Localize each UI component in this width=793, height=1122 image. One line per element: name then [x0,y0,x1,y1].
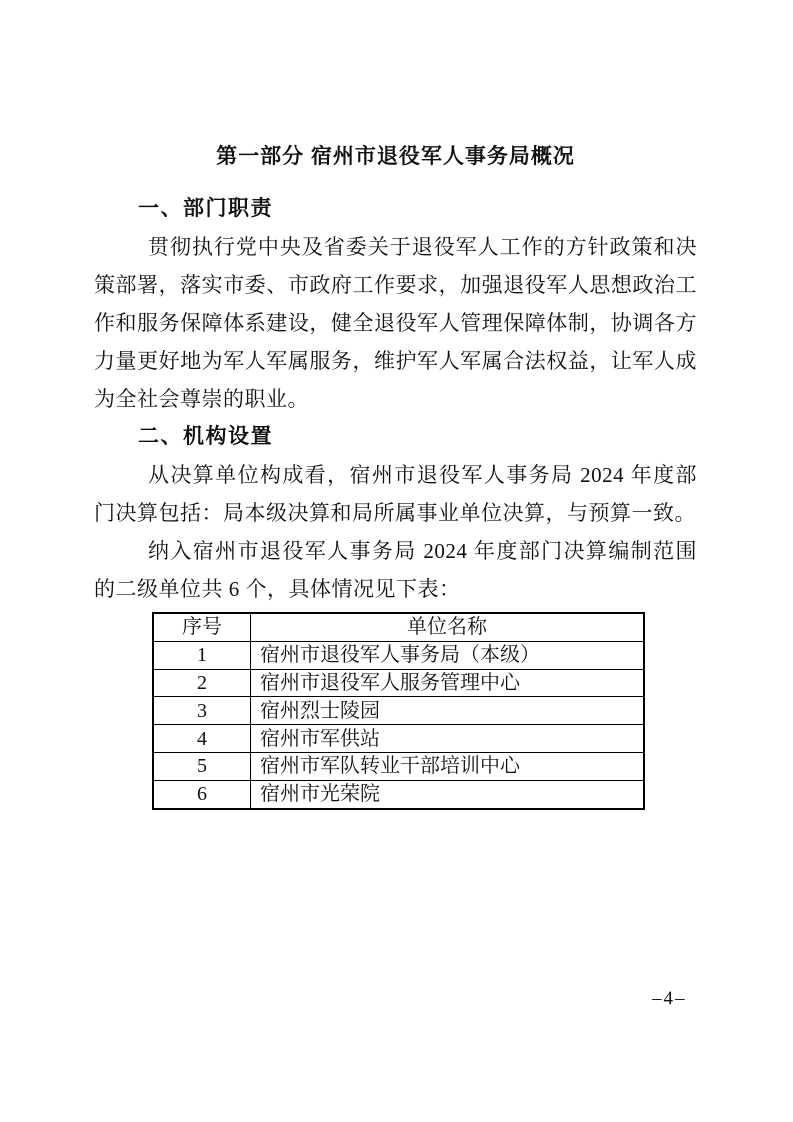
unit-index: 1 [153,641,251,669]
unit-name: 宿州市军供站 [251,725,645,753]
table-row [153,697,644,725]
unit-name: 宿州市退役军人事务局（本级） [251,641,645,669]
table-row [153,752,644,780]
unit-index: 5 [153,752,251,780]
table-row [153,725,644,753]
table-row [153,641,644,669]
table-row [153,669,644,697]
section-heading-duties: 一、部门职责 [138,197,273,220]
paragraph-budget-composition: 从决算单位构成看，宿州市退役军人事务局 2024 年度部门决算包括：局本级决算和局所属事业单位决算，与预算一致。 [94,463,697,525]
table-header-unit-name: 单位名称 [251,613,645,641]
table-header-index: 序号 [153,613,251,641]
unit-name: 宿州市光荣院 [251,780,645,808]
table-header-row [153,613,644,641]
page-number: –4– [652,988,687,1009]
unit-name: 宿州市军队转业干部培训中心 [251,752,645,780]
page-title: 第一部分 宿州市退役军人事务局概况 [216,145,575,168]
unit-index: 2 [153,669,251,697]
table-row [153,780,644,808]
unit-index: 6 [153,780,251,808]
units-table-header [153,613,644,641]
unit-name: 宿州烈士陵园 [251,697,645,725]
unit-index: 3 [153,697,251,725]
units-table-body [153,641,644,808]
unit-index: 4 [153,725,251,753]
paragraph-duties: 贯彻执行党中央及省委关于退役军人工作的方针政策和决策部署，落实市委、市政府工作要求，加强退役军人思想政治工作和服务保障体系建设，健全退役军人管理保障体制，协调各方力量更好地为军人军属服务，维护军人军属合法权益，让军人成为全社会尊崇的职业。 [94,235,697,411]
paragraph-subordinate-units: 纳入宿州市退役军人事务局 2024 年度部门决算编制范围的二级单位共 6 个，具体情况见下表： [94,539,697,601]
section-heading-structure: 二、机构设置 [138,425,273,448]
unit-name: 宿州市退役军人服务管理中心 [251,669,645,697]
units-table [152,612,645,810]
